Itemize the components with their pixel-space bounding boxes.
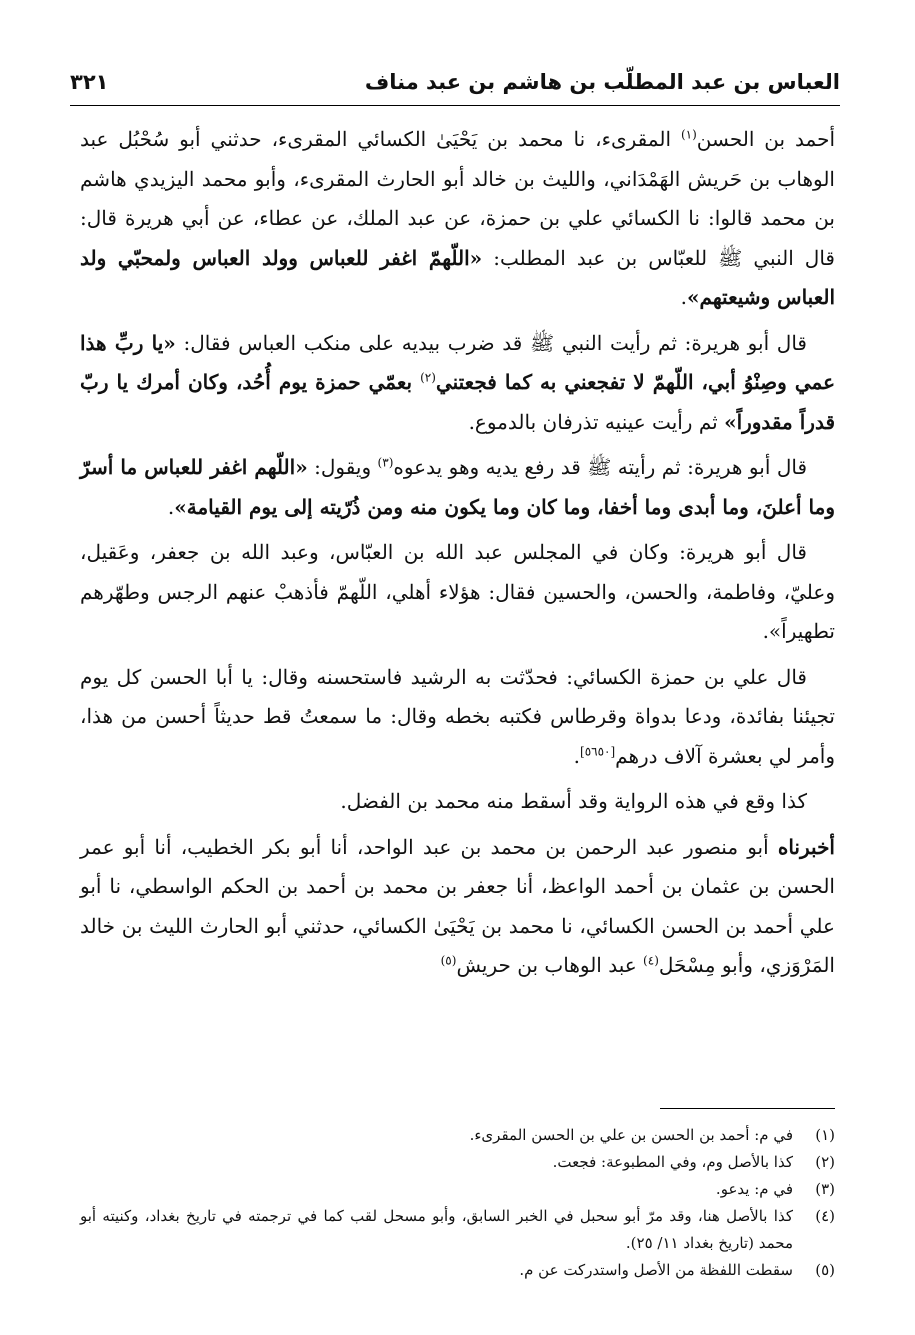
footnote-text: كذا بالأصل وم، وفي المطبوعة: فجعت. <box>552 1153 793 1171</box>
footnote <box>80 1257 835 1284</box>
footnote-ref: (٥) <box>440 953 457 968</box>
paragraph-2 <box>80 324 835 443</box>
footnote-ref: [٥٦٥٠] <box>580 743 616 758</box>
text-run: قال أبو هريرة: ثم رأيت النبي ﷺ قد ضرب بيديه على منكب العباس فقال: <box>175 330 807 355</box>
text-run: قال أبو هريرة: وكان في المجلس عبد الله بن العبّاس، وعبد الله بن جعفر، وعَقيل، وعليّ، وفاطمة، والحسن، والحسين فقال: هؤلاء أهلي، اللّهمّ فأذهبْ عنهم الرجس وطهّرهم تطهيراً». <box>80 540 835 643</box>
page-number: ٣٢١ <box>70 70 109 94</box>
footnote-number: (٥) <box>815 1261 835 1279</box>
footnote <box>80 1176 835 1203</box>
footnote-ref: (٤) <box>643 953 659 968</box>
bold-text: أخبرناه <box>777 834 835 859</box>
text-run: ويقول: <box>307 455 378 479</box>
footnote-number: (٤) <box>815 1207 835 1225</box>
footnote-text: في م: أحمد بن الحسن بن علي بن الحسن المقرىء. <box>469 1126 793 1144</box>
running-title: العباس بن عبد المطلّب بن هاشم بن عبد مناف <box>364 70 840 94</box>
text-run: عبد الوهاب بن حريش <box>456 953 644 977</box>
paragraph-6 <box>80 782 835 822</box>
bold-text: «اللّهمّ اغفر للعباس وولد العباس ولمحبّي ولد العباس وشيعتهم» <box>80 245 835 309</box>
text-run: أحمد بن الحسن <box>696 127 835 151</box>
text-run: أبو منصور عبد الرحمن بن محمد بن عبد الواحد، أنا أبو بكر الخطيب، أنا أبو عمر الحسن بن عثمان بن أحمد الواعظ، أنا جعفر بن محمد بن أحمد بن الحكم الواسطي، نا أبو علي أحمد بن الحسن الكسائي، نا محمد بن يَحْيَىٰ الكسائي، حدثني أبو الحارث الليث بن خالد المَرْوَزي، وأبو مِسْحَل <box>80 834 835 977</box>
footnote <box>80 1122 835 1149</box>
footnotes <box>80 1122 835 1284</box>
paragraph-1 <box>80 120 835 318</box>
footnote-number: (٢) <box>815 1153 835 1171</box>
paragraph-7 <box>80 828 835 986</box>
page-header <box>70 62 840 102</box>
paragraph-5 <box>80 658 835 777</box>
text-run: المقرىء، نا محمد بن يَحْيَىٰ الكسائي المقرىء، حدثني أبو سُحْبُل عبد الوهاب بن حَريش الهَمْدَاني، والليث بن خالد أبو الحارث المقرىء، وأبو محمد اليزيدي هاشم بن محمد قالوا: نا الكسائي علي بن حمزة، عن عبد الملك، عن عطاء، عن أبي هريرة قال: قال النبي ﷺ للعبّاس بن عبد المطلب: <box>80 127 835 270</box>
footnote-ref: (٣) <box>377 455 394 470</box>
text-run: . <box>680 285 688 309</box>
bold-text: «يا ربِّ هذا عمي وصِنْوُ أبي، اللّهمّ لا تفجعني به كما فجعتني <box>80 330 836 394</box>
header-rule <box>70 105 840 106</box>
footnote-ref: (١) <box>680 127 697 142</box>
footnote <box>80 1149 835 1176</box>
text-run: . <box>167 494 175 519</box>
footnote-number: (١) <box>815 1126 835 1144</box>
text-run: ثم رأيت عينيه تذرفان بالدموع. <box>468 409 725 434</box>
main-text <box>80 120 835 992</box>
footnote-number: (٣) <box>815 1180 835 1198</box>
footnote-text: في م: يدعو. <box>715 1180 793 1198</box>
footnote-ref: (٢) <box>420 370 436 385</box>
text-run: قال أبو هريرة: ثم رأيته ﷺ قد رفع يديه وهو يدعوه <box>393 455 807 479</box>
text-run: كذا وقع في هذه الرواية وقد أسقط منه محمد بن الفضل. <box>340 789 807 813</box>
footnote <box>80 1203 835 1257</box>
footnote-text: سقطت اللفظة من الأصل واستدركت عن م. <box>519 1261 793 1279</box>
text-run: قال علي بن حمزة الكسائي: فحدّثت به الرشيد فاستحسنه وقال: يا أبا الحسن كل يوم تجيئنا بفائدة، ودعا بدواة وقرطاس فكتبه بخطه وقال: ما سمعتُ قط حديثاً أحسن من هذا، وأمر لي بعشرة آلاف درهم <box>80 664 835 768</box>
paragraph-4 <box>80 533 835 652</box>
footnote-text: كذا بالأصل هنا، وقد مرّ أبو سحبل في الخبر السابق، وأبو مسحل لقب كما في ترجمته في تاريخ بغداد، وكنيته أبو محمد (تاريخ بغداد ١١/ ٢٥). <box>80 1207 793 1252</box>
bold-text: «اللّهم اغفر للعباس ما أسرّ وما أعلنَ، وما أبدى وما أخفا، وما كان وما يكون منه ومن ذُرّيته إلى يوم القيامة» <box>80 455 835 519</box>
footnote-rule <box>660 1108 835 1109</box>
paragraph-3 <box>80 448 835 527</box>
text-run: . <box>573 743 580 768</box>
bold-text: بعمّي حمزة يوم أُحُد، وكان أمرك يا ربّ قدراً مقدوراً» <box>80 370 835 434</box>
